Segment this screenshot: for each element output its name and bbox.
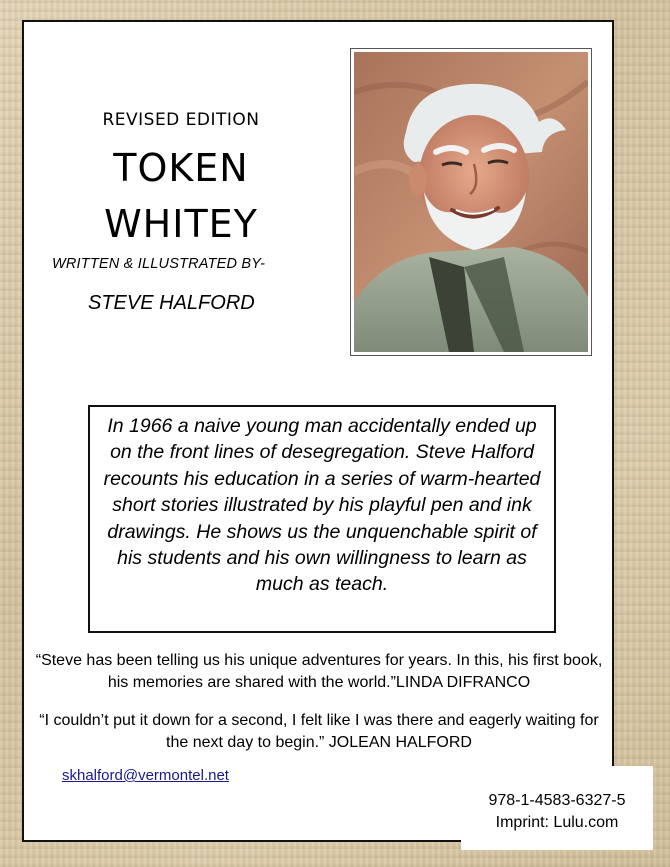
imprint-label: Imprint: Lulu.com xyxy=(495,814,619,831)
review-quote-halford: “I couldn’t put it down for a second, I felt like I was there and eagerly waiting for the next day to begin.” JOLEAN HALFORD xyxy=(39,712,599,751)
flyer-page xyxy=(22,20,614,842)
review-quote-difranco: “Steve has been telling us his unique adventures for years. In this, his first book, his memories are shared with the world.”LINDA DIFRANCO xyxy=(35,652,603,691)
email-link[interactable]: skhalford@vermontel.net xyxy=(62,767,229,784)
book-description: In 1966 a naive young man accidentally ended up on the front lines of desegregation. Steve Halford recounts his education in a series of warm-hearted short stories illustrated by his playful pen and ink drawings. He shows us the unquenchable spirit of his students and his own willingness to learn as much as teach. xyxy=(88,405,556,633)
isbn-box xyxy=(461,766,653,850)
author-name: STEVE HALFORD xyxy=(88,292,255,314)
isbn-number: 978-1-4583-6327-5 xyxy=(488,792,626,809)
book-title-line-2: WHITEY xyxy=(104,202,258,246)
author-photo xyxy=(350,48,592,356)
byline: WRITTEN & ILLUSTRATED BY- xyxy=(52,256,266,272)
book-title-line-1: TOKEN xyxy=(113,146,249,190)
edition-label: REVISED EDITION xyxy=(102,110,260,130)
